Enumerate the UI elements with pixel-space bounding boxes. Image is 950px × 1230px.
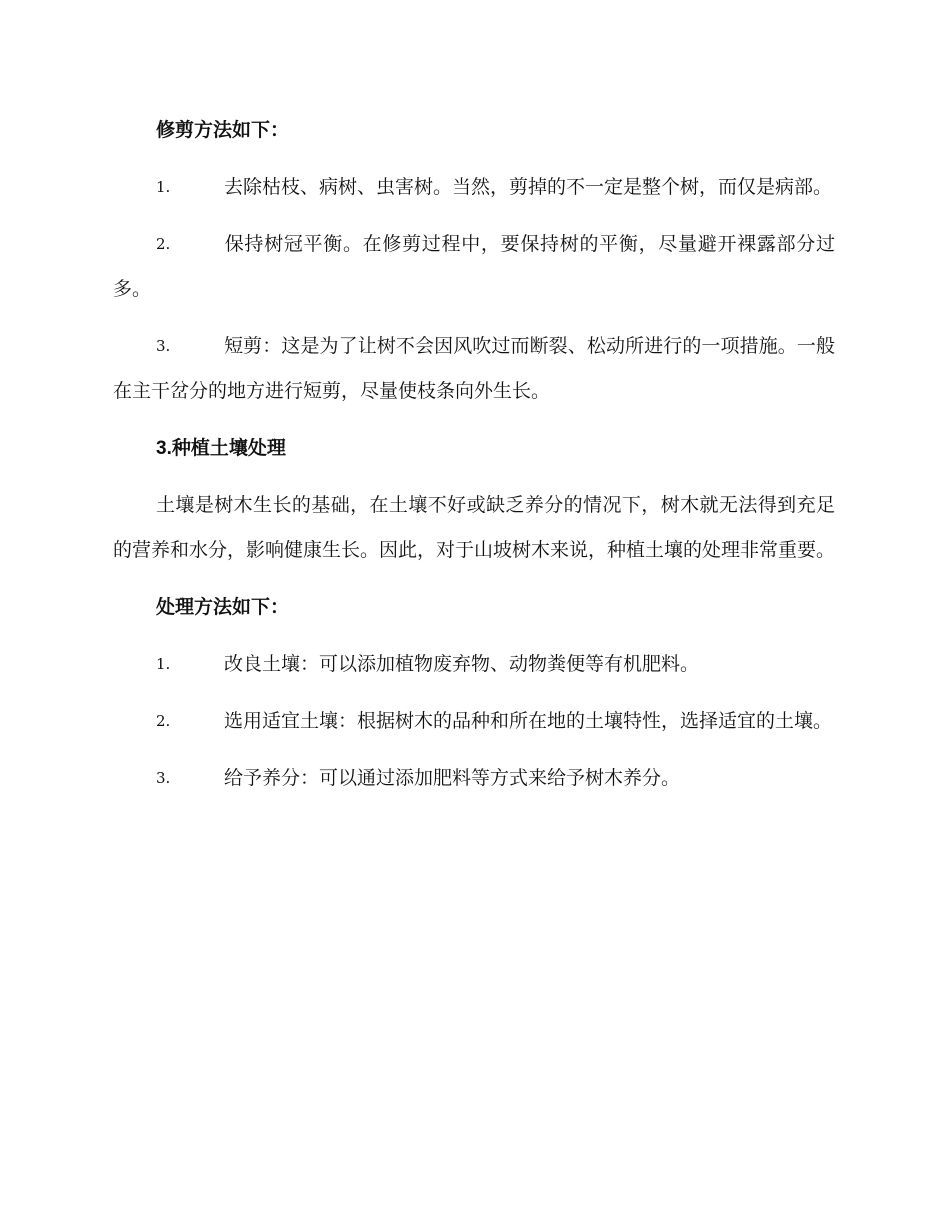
pruning-list-item [113, 165, 835, 210]
list-number: 1. [156, 655, 171, 673]
pruning-methods-heading: 修剪方法如下： [156, 119, 290, 141]
soil-intro-paragraph: 土壤是树木生长的基础，在土壤不好或缺乏养分的情况下，树木就无法得到充足的营养和水分，影响健康生长。因此，对于山坡树木来说，种植土壤的处理非常重要。 [113, 494, 836, 561]
list-number: 3. [156, 337, 171, 355]
list-number: 1. [156, 178, 171, 196]
soil-list-item [113, 756, 835, 801]
list-item-text: 短剪：这是为了让树不会因风吹过而断裂、松动所进行的一项措施。一般在主干岔分的地方进行短剪，尽量使枝条向外生长。 [113, 335, 835, 402]
section-number: 3. [156, 438, 172, 459]
list-item-text: 选用适宜土壤：根据树木的品种和所在地的土壤特性，选择适宜的土壤。 [224, 710, 833, 732]
pruning-list-item [113, 222, 835, 312]
list-number: 2. [156, 712, 171, 730]
pruning-list-item [113, 324, 835, 414]
soil-list-item [113, 642, 835, 687]
section-title-text: 种植土壤处理 [171, 437, 286, 459]
soil-methods-heading: 处理方法如下： [156, 596, 290, 618]
list-item-text: 改良土壤：可以添加植物废弃物、动物粪便等有机肥料。 [224, 653, 700, 675]
soil-list-item [113, 699, 835, 744]
list-item-text: 给予养分：可以通过添加肥料等方式来给予树木养分。 [224, 767, 681, 789]
document-body [113, 108, 835, 813]
list-number: 2. [156, 235, 171, 253]
list-item-text: 去除枯枝、病树、虫害树。当然，剪掉的不一定是整个树，而仅是病部。 [224, 176, 833, 198]
list-number: 3. [156, 769, 171, 787]
list-item-text: 保持树冠平衡。在修剪过程中，要保持树的平衡，尽量避开裸露部分过多。 [113, 233, 835, 300]
section-title-soil [113, 426, 835, 471]
